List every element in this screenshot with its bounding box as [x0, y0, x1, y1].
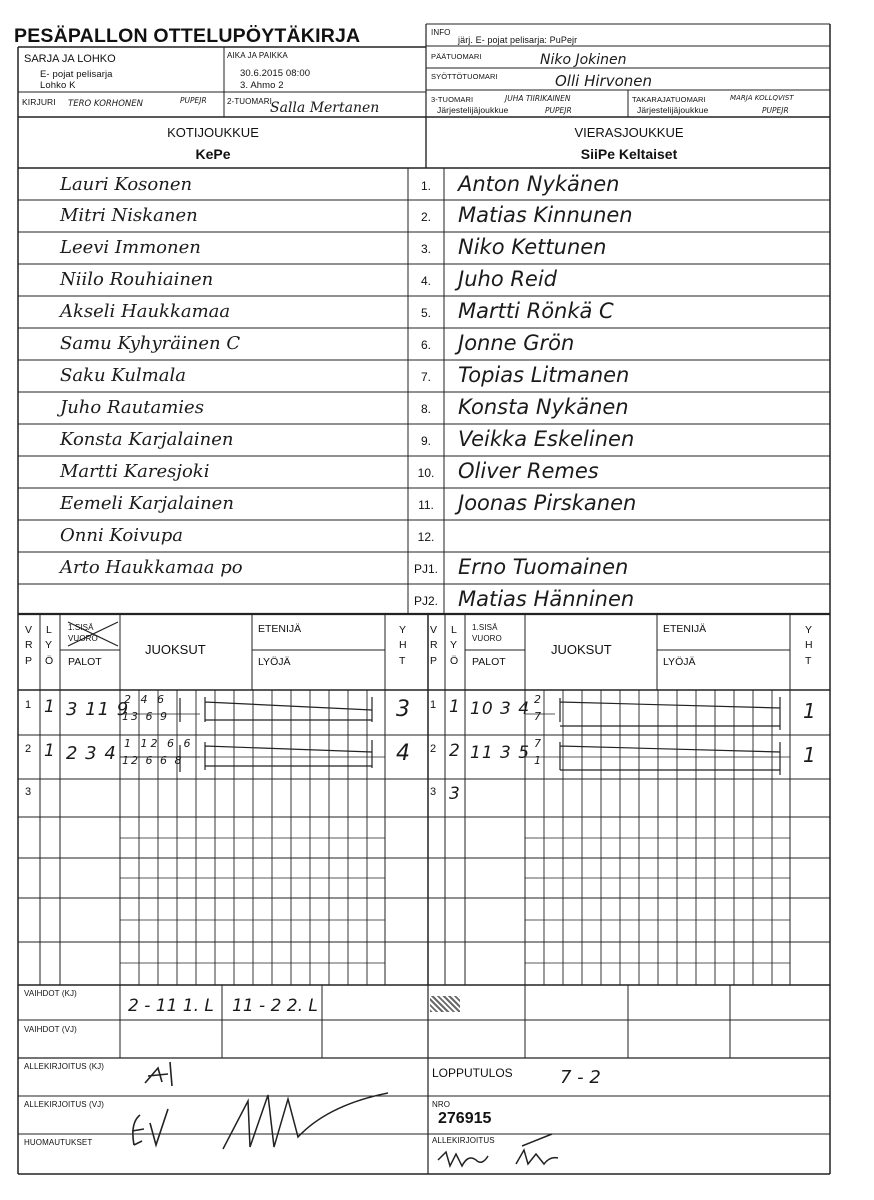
tuomari3-label: 3-TUOMARI	[431, 95, 474, 104]
page-title: PESÄPALLON OTTELUPÖYTÄKIRJA	[14, 25, 361, 47]
player-number: 9.	[420, 434, 431, 448]
nro-label: NRO	[432, 1100, 451, 1109]
home-juoksut-top: 2 4 6	[124, 693, 167, 706]
away-yht-h: H	[805, 639, 813, 651]
home-inning-number: 3	[25, 786, 32, 798]
vaihdot-kj-label: VAIHDOT (KJ)	[24, 989, 77, 998]
away-player-name: Veikka Eskelinen	[458, 427, 635, 451]
vaihdot-crossed-scribble	[430, 996, 460, 1012]
away-palot: 11 3 5	[470, 743, 531, 763]
vierasjoukkue-label: VIERASJOUKKUE	[574, 125, 684, 140]
home-palot-label: PALOT	[68, 656, 102, 668]
tuomari2-label: 2-TUOMARI	[227, 97, 272, 106]
away-player-name: Joonas Pirskanen	[458, 491, 637, 515]
takaraja-jarj-label: Järjestelijäjoukkue	[637, 105, 709, 115]
player-number: 7.	[420, 370, 431, 384]
aika-label: AIKA JA PAIKKA	[227, 51, 288, 60]
home-player-name: Mitri Niskanen	[60, 205, 198, 226]
away-o-label: Ö	[450, 655, 459, 667]
away-player-name: Martti Rönkä C	[458, 299, 614, 323]
allekirjoitus-kj-label: ALLEKIRJOITUS (KJ)	[24, 1062, 105, 1071]
player-number: 10.	[417, 466, 435, 480]
home-lyoja-order: 1	[44, 697, 55, 717]
away-juoksut-bottom: 1	[534, 754, 541, 767]
tuomari3-team: PUPEJR	[545, 106, 572, 115]
signature-vj	[128, 1075, 408, 1165]
sarja-label: SARJA JA LOHKO	[24, 53, 116, 65]
away-player-name: Jonne Grön	[458, 331, 575, 355]
allekirjoitus-label: ALLEKIRJOITUS	[432, 1136, 495, 1145]
home-player-name: Konsta Karjalainen	[60, 429, 234, 450]
lohko-value: Lohko K	[40, 80, 76, 91]
home-etenija-label: ETENIJÄ	[258, 623, 302, 635]
player-number: 5.	[420, 306, 431, 320]
info-value: järj. E- pojat pelisarja: PuPejr	[458, 35, 578, 45]
away-player-name: Matias Hänninen	[458, 587, 635, 611]
kotijoukkue-label: KOTIJOUKKUE	[167, 125, 259, 140]
away-l-label: L	[451, 624, 457, 636]
away-player-name: Niko Kettunen	[458, 235, 607, 259]
tuomari3-jarj-label: Järjestelijäjoukkue	[437, 105, 509, 115]
pen-stroke	[560, 742, 780, 775]
sarja-value: E- pojat pelisarja	[40, 69, 113, 80]
home-yht: 3	[396, 697, 410, 722]
kirjuri-label: KIRJURI	[22, 97, 56, 107]
home-v-label: V	[25, 624, 33, 636]
huomautukset-label: HUOMAUTUKSET	[24, 1138, 93, 1147]
away-juoksut-top: 7	[534, 737, 541, 750]
takaraja-value: MARJA KOLLQVIST	[730, 94, 794, 102]
aika-date: 30.6.2015 08:00	[240, 68, 311, 79]
home-juoksut-label: JUOKSUT	[145, 642, 206, 657]
home-yht: 4	[396, 741, 410, 766]
away-player-name: Anton Nykänen	[458, 172, 620, 196]
takaraja-team: PUPEJR	[762, 106, 789, 115]
home-sisavuoro-label-1: 1.SISÄ	[68, 623, 94, 632]
player-number: 6.	[420, 338, 431, 352]
home-lyoja-label: LYÖJÄ	[258, 656, 291, 668]
vaihdot-kj-value-1: 2 - 11 1. L	[128, 996, 214, 1016]
paatuomari-value: Niko Jokinen	[540, 52, 627, 68]
away-v-label: V	[430, 624, 438, 636]
player-number: 8.	[420, 402, 431, 416]
home-player-name: Saku Kulmala	[60, 365, 186, 386]
home-player-name: Leevi Immonen	[60, 237, 201, 258]
away-p-label: P	[430, 655, 438, 667]
vaihdot-kj-value-2: 11 - 2 2. L	[232, 996, 318, 1016]
away-player-name: Oliver Remes	[458, 459, 599, 483]
player-number: 4.	[420, 274, 431, 288]
tuomari2-value: Salla Mertanen	[270, 100, 380, 116]
allekirjoitus-vj-label: ALLEKIRJOITUS (VJ)	[24, 1100, 105, 1109]
home-inning-number: 1	[25, 699, 32, 711]
home-player-name: Eemeli Karjalainen	[60, 493, 234, 514]
player-number: 1.	[420, 179, 431, 193]
away-yht-y: Y	[805, 624, 813, 636]
player-number: 3.	[420, 242, 431, 256]
away-yht-t: T	[805, 655, 812, 667]
away-player-name: Topias Litmanen	[458, 363, 630, 387]
away-team-name: SiiPe Keltaiset	[580, 146, 678, 162]
home-juoksut-top: 1 12 6 6	[124, 737, 194, 750]
home-player-name: Onni Koivupa	[60, 525, 183, 546]
away-lyoja-order: 3	[449, 784, 460, 804]
home-player-name: Niilo Rouhiainen	[60, 269, 214, 290]
player-number: PJ2.	[413, 594, 438, 608]
syottotuomari-label: SYÖTTÖTUOMARI	[431, 72, 498, 81]
away-player-name: Matias Kinnunen	[458, 203, 633, 227]
away-etenija-label: ETENIJÄ	[663, 623, 707, 635]
player-number: 11.	[418, 498, 434, 512]
away-y-label: Y	[450, 639, 458, 651]
away-inning-number: 2	[430, 743, 437, 755]
away-inning-number: 1	[430, 699, 437, 711]
kirjuri-team: PUPEJR	[180, 96, 207, 105]
home-team-name: KePe	[195, 146, 231, 162]
tuomari3-value: JUHA TIIRIKAINEN	[505, 94, 571, 103]
home-p-label: P	[25, 655, 33, 667]
away-lyoja-order: 2	[449, 741, 460, 761]
pen-stroke	[560, 697, 780, 730]
pen-stroke	[205, 740, 372, 770]
home-l-label: L	[46, 624, 52, 636]
home-player-name: Lauri Kosonen	[60, 174, 193, 195]
away-lyoja-order: 1	[449, 697, 460, 717]
home-sisavuoro-label-2: VUORO	[68, 634, 98, 643]
away-palot: 10 3 4	[470, 699, 531, 719]
home-player-name: Arto Haukkamaa po	[60, 557, 243, 578]
lopputulos-label: LOPPUTULOS	[432, 1066, 513, 1080]
away-r-label: R	[430, 639, 438, 651]
away-sisavuoro-label-1: 1.SISÄ	[472, 623, 498, 632]
away-player-name: Juho Reid	[458, 267, 558, 291]
pen-stroke	[205, 697, 372, 722]
away-yht: 1	[803, 743, 816, 767]
player-number: 2.	[420, 210, 431, 224]
home-yht-y: Y	[399, 624, 407, 636]
home-player-name: Juho Rautamies	[60, 397, 204, 418]
home-lyoja-order: 1	[44, 741, 55, 761]
away-juoksut-bottom: 7	[534, 710, 541, 723]
away-lyoja-label: LYÖJÄ	[663, 656, 696, 668]
home-player-name: Samu Kyhyräinen C	[60, 333, 241, 354]
away-juoksut-label: JUOKSUT	[551, 642, 612, 657]
away-player-name: Konsta Nykänen	[458, 395, 629, 419]
player-number: PJ1.	[413, 562, 438, 576]
kirjuri-value: TERO KORHONEN	[68, 99, 143, 109]
away-sisavuoro-label-2: VUORO	[472, 634, 502, 643]
vaihdot-vj-label: VAIHDOT (VJ)	[24, 1025, 77, 1034]
home-o-label: Ö	[45, 655, 54, 667]
home-inning-number: 2	[25, 743, 32, 755]
away-yht: 1	[803, 699, 816, 723]
home-r-label: R	[25, 639, 33, 651]
paatuomari-label: PÄÄTUOMARI	[431, 52, 482, 61]
away-player-name: Erno Tuomainen	[458, 555, 629, 579]
lopputulos-value: 7 - 2	[560, 1067, 601, 1088]
home-player-name: Akseli Haukkamaa	[60, 301, 231, 322]
away-palot-label: PALOT	[472, 656, 506, 668]
home-palot: 2 3 4	[66, 743, 117, 764]
home-player-name: Martti Karesjoki	[60, 461, 210, 482]
info-label: INFO	[431, 28, 451, 37]
aika-place: 3. Ahmo 2	[240, 80, 284, 91]
syottotuomari-value: Olli Hirvonen	[555, 72, 652, 90]
player-number: 12.	[417, 530, 435, 544]
takaraja-label: TAKARAJATUOMARI	[632, 95, 706, 104]
nro-value: 276915	[438, 1110, 492, 1127]
home-palot: 3 11 9	[66, 699, 130, 720]
signature-main	[432, 1124, 582, 1176]
home-y-label: Y	[45, 639, 53, 651]
home-yht-t: T	[399, 655, 406, 667]
home-yht-h: H	[399, 639, 407, 651]
away-inning-number: 3	[430, 786, 437, 798]
home-juoksut-bottom: 13 6 9	[122, 710, 169, 723]
away-juoksut-top: 2	[534, 693, 541, 706]
home-juoksut-bottom: 12 6 6 8	[122, 754, 184, 767]
